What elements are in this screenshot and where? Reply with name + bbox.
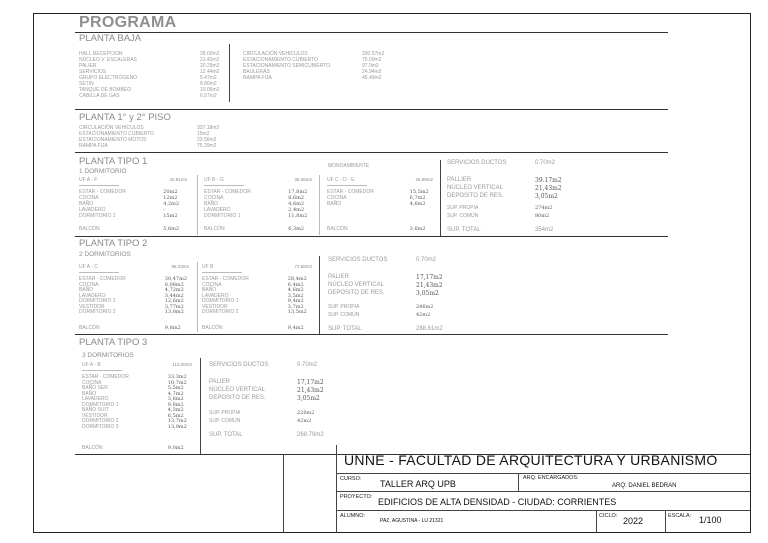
uf-underline <box>202 272 242 273</box>
tb-line-2 <box>336 491 751 492</box>
uf-underline <box>204 185 244 186</box>
program-item-value: 10.06m2 <box>200 87 220 93</box>
room-value: 3,7m2 <box>287 303 304 310</box>
program-item-label: CIRCULACIÓN VEHÍCULOS <box>243 51 308 57</box>
tb-line-1 <box>336 473 751 474</box>
program-item-label: PALIER <box>79 63 97 69</box>
sup-comun-value: 42m2 <box>297 418 312 424</box>
balcon-value: 9,8m2 <box>164 325 181 331</box>
room-value: 17,8m2 <box>288 189 308 195</box>
section-title-tipo-2: PLANTA TIPO 2 <box>79 238 148 249</box>
servicio-label: PALLIER <box>447 177 472 183</box>
ciclo-label: CICLO: <box>599 513 618 519</box>
servicio-value: 17,17m2 <box>416 274 443 281</box>
room-value: 3,6m2 <box>167 396 184 402</box>
servicio-value: 39.17m2 <box>535 177 562 184</box>
divider-t1-a <box>197 175 198 235</box>
sup-comun-value: 42m2 <box>416 312 431 318</box>
sup-total-value: 288.61m2 <box>416 326 443 332</box>
servicio-value: 3,05m2 <box>535 193 558 200</box>
room-label: DORMITORIO 1 <box>79 213 116 219</box>
program-item-label: CABILLA DE GAS <box>79 93 120 99</box>
room-value: 12m2 <box>163 195 178 201</box>
balcon-value: 6,3m2 <box>288 226 305 232</box>
tipo-2-servicios <box>328 257 458 334</box>
uf-total: 36.36m2 <box>294 177 312 182</box>
room-label: LAVADERO <box>79 292 106 299</box>
tb-vline-left <box>336 445 337 533</box>
room-label: DORMITORIO 1 <box>82 401 119 408</box>
program-item-label: RAMPA FIJA <box>79 143 108 149</box>
tipo-1-uf-b-g <box>204 177 312 233</box>
room-label: DORMITORIO 1 <box>202 298 239 304</box>
room-label: BAÑO <box>79 287 94 293</box>
room-label: ESTAR - COMEDOR <box>79 276 126 282</box>
program-item-value: 12.44m2 <box>200 69 220 75</box>
room-value: 4,72m2 <box>164 287 184 293</box>
room-value: 33,3m2 <box>167 374 187 380</box>
program-item-value: 5.47m2 <box>200 75 217 81</box>
uf-name: UF C - D - E <box>327 177 355 183</box>
program-item-value: 45.49m2 <box>362 75 382 81</box>
program-item-value: 21.43m2 <box>200 57 220 63</box>
tb-vline-curso <box>518 473 519 491</box>
balcon-value: 9,0m2 <box>167 445 184 451</box>
section-title-tipo-3: PLANTA TIPO 3 <box>79 337 148 348</box>
divider-pb <box>75 109 668 110</box>
program-item-label: GRUPO ELECTRÓGENO <box>79 75 138 81</box>
tipo-1-servicios <box>447 160 577 235</box>
servicio-label: NÚCLEO VERTICAL <box>447 185 503 191</box>
sup-total-label: SUP. TOTAL <box>328 326 362 332</box>
divider-t1 <box>75 236 668 237</box>
room-value: 3,44m2 <box>164 292 184 299</box>
program-item-label: RAMPA FIJA <box>243 75 272 81</box>
sup-propia-value: 274m2 <box>535 205 553 211</box>
sup-total-value: 354m2 <box>535 227 554 233</box>
divider-t2-a <box>197 262 198 332</box>
servicio-value: 21,43m2 <box>535 185 562 192</box>
program-item-value: 75.00m2 <box>362 57 382 63</box>
program-item-label: HALL RECEPCION <box>79 51 123 57</box>
room-label: VESTIDOR <box>82 412 108 419</box>
sup-comun-value: 80m2 <box>535 213 550 219</box>
program-item-value: 28.00m2 <box>200 51 220 57</box>
program-item-label: ESTACIONAMIENTO SEMICUBIERTO <box>243 63 331 69</box>
proyecto-label: PROYECTO: <box>340 494 373 500</box>
sup-total-label: SUP. TOTAL <box>447 227 481 233</box>
room-value: 3,5m2 <box>287 292 304 299</box>
uf-total: 73.68m2 <box>294 264 312 269</box>
uf-total: 42.81m2 <box>169 177 187 182</box>
balcon-value: 3,6m2 <box>409 226 426 232</box>
room-label: ESTAR - COMEDOR <box>204 189 251 195</box>
uf-underline <box>327 185 367 186</box>
sup-comun-label: SUP. COMÚN <box>209 418 241 424</box>
tipo-3-subtitle: 3 DORMITORIOS <box>82 352 134 359</box>
room-value: 3,77m2 <box>164 303 184 310</box>
room-value: 13,7m2 <box>167 418 187 424</box>
servicio-value: 21,43m2 <box>297 387 324 394</box>
section-title-planta-baja: PLANTA BAJA <box>79 33 142 44</box>
servicios-total: 0.70m2 <box>297 362 318 368</box>
alumno-value: PAZ, AGUSTINA - LU 21321 <box>380 518 444 524</box>
tipo-3-servicios <box>209 362 339 440</box>
escala-label: ESCALA: <box>668 513 692 519</box>
program-item-value: 23.56m2 <box>197 137 217 143</box>
divider-t2 <box>75 334 668 335</box>
sup-propia-value: 226m2 <box>297 410 315 416</box>
room-label: COCINA <box>327 195 347 201</box>
servicio-value: 3,05m2 <box>297 395 320 402</box>
program-item-value: 97.9m2 <box>362 63 379 69</box>
room-value: 10,7m2 <box>167 379 187 386</box>
servicio-label: PALIER <box>209 379 230 385</box>
room-label: LAVADERO <box>202 292 229 299</box>
divider-pb-cols <box>229 44 230 102</box>
uf-name: UF B <box>202 264 214 270</box>
alumno-label: ALUMNO: <box>340 513 366 519</box>
balcon-label: BALCÓN <box>82 445 103 451</box>
room-value: 15,5m2 <box>409 189 429 195</box>
room-label: ESTAR - COMEDOR <box>327 189 374 195</box>
servicios-title: SERVICIOS DUCTOS <box>209 362 269 368</box>
program-item-value: 8.86m2 <box>200 81 217 87</box>
room-label: BAÑO <box>79 201 94 207</box>
servicio-value: 3,05m2 <box>416 290 439 297</box>
room-value: 15m2 <box>163 213 178 219</box>
program-item-value: 6.57m2 <box>200 93 217 99</box>
sup-propia-label: SUP. PROPIA <box>209 410 241 416</box>
balcon-value: 5,6m2 <box>163 226 180 232</box>
program-item-value: 24.94m2 <box>362 69 382 75</box>
room-label: BAÑO <box>82 390 97 397</box>
room-value: 4,6m2 <box>287 287 304 293</box>
room-value: 9,8m2 <box>167 401 184 408</box>
divider-t3-a <box>200 358 201 454</box>
room-value: 6,5m2 <box>167 412 184 419</box>
balcon-label: BALCÓN <box>79 325 100 331</box>
program-item-label: BAULERAS <box>243 69 270 75</box>
room-value: 13,8m2 <box>164 309 184 315</box>
room-value: 4,3m2 <box>167 407 184 413</box>
program-item-label: TANQUE DE BOMBEO <box>79 87 132 93</box>
room-label: BAÑO <box>204 201 219 207</box>
room-value: 4,7m2 <box>167 390 184 397</box>
servicio-label: DEPOSITO DE RES. <box>209 395 266 401</box>
room-label: LAVADERO <box>82 396 109 402</box>
room-value: 8,08m2 <box>164 281 184 288</box>
sup-total-label: SUP. TOTAL <box>209 432 243 438</box>
room-label: DORMITORIO 2 <box>202 309 239 315</box>
tipo-2-subtitle: 2 DORMITORIOS <box>79 251 131 258</box>
servicios-title: SERVICIOS DUCTOS <box>447 160 507 166</box>
servicio-value: 17,17m2 <box>297 379 324 386</box>
sup-propia-value: 246m2 <box>416 304 434 310</box>
room-label: COCINA <box>82 379 102 386</box>
sup-propia-label: SUP. PROPIA <box>328 304 360 310</box>
curso-value: TALLER ARQ UPB <box>380 479 456 489</box>
servicios-total: 0.70m2 <box>535 160 556 166</box>
room-value: - <box>163 207 165 213</box>
sup-comun-label: SUP. COMÚN <box>447 213 479 219</box>
tipo-1-subtitle: 1 DORMITORIO <box>79 168 127 175</box>
room-label: DORMITORIO 2 <box>79 309 116 315</box>
balcon-label: BALCÓN <box>79 226 100 232</box>
room-label: BAÑO SER <box>82 385 108 391</box>
servicios-title: SERVICIOS DUCTOS <box>328 257 388 263</box>
uf-name: UF B - G <box>204 177 224 183</box>
uf-underline <box>79 185 119 186</box>
room-value: 13,5m2 <box>287 309 307 315</box>
room-value: 20m2 <box>163 189 178 195</box>
tipo-1-uf-a-f <box>79 177 187 233</box>
balcon-label: BALCÓN <box>327 226 348 232</box>
uf-total: 26.69m2 <box>415 177 433 182</box>
room-value: 12,6m2 <box>164 298 184 304</box>
tb-line-3 <box>336 510 751 511</box>
uf-underline <box>79 272 119 273</box>
room-value: 28,4m2 <box>287 276 307 282</box>
room-value: 4,6m2 <box>409 201 426 207</box>
room-label: BAÑO <box>327 201 342 207</box>
room-label: DORMITORIO 3 <box>82 423 119 430</box>
curso-label: CURSO: <box>340 476 362 482</box>
program-item-label: CIRCULACIÓN VEHÍCULOS <box>79 125 144 131</box>
ciclo-value: 2022 <box>623 516 644 526</box>
room-label: ESTAR - COMEDOR <box>79 189 126 195</box>
room-value: 13,9m2 <box>167 423 187 430</box>
uf-underline <box>82 370 122 371</box>
servicio-label: DEPOSITO DE RES. <box>328 290 385 296</box>
room-value: 2,4m2 <box>288 207 305 213</box>
tipo-3-uf-a-b <box>82 362 192 452</box>
sup-propia-label: SUP. PROPIA <box>447 205 479 211</box>
room-label: COCINA <box>204 195 224 201</box>
room-label: COCINA <box>79 281 99 288</box>
tipo-2-uf-a-c <box>79 264 189 332</box>
sup-comun-label: SUP. COMÚN <box>328 312 360 318</box>
monoambiente-label: MONOAMBIENTE <box>328 163 370 169</box>
program-item-label: SETIN <box>79 81 94 87</box>
program-item-value: 330.57m2 <box>362 51 385 57</box>
tb-vline-escala <box>665 510 666 533</box>
uf-name: UF A - F <box>79 177 98 183</box>
room-value: 9,4m2 <box>287 298 304 304</box>
arq-label: ARQ. ENCARGADOS: <box>523 475 579 481</box>
room-label: LAVADERO <box>79 207 106 213</box>
servicio-label: DEPOSITO DE RES. <box>447 193 504 199</box>
balcon-label: BALCÓN <box>204 226 225 232</box>
tb-vline-ciclo <box>596 510 597 533</box>
program-item-value: 15m2 <box>197 131 210 137</box>
room-label: COCINA <box>79 195 99 201</box>
room-value: 5,5m2 <box>167 385 184 391</box>
divider-t2-b <box>319 256 320 334</box>
program-item-label: ESTACIONAMIENTO MOTOS <box>79 137 147 143</box>
room-label: ESTAR - COMEDOR <box>202 276 249 282</box>
uf-total: 86.33m2 <box>171 264 189 269</box>
balcon-label: BALCÓN <box>202 325 223 331</box>
divider-t1-c <box>440 160 441 236</box>
divider-tb <box>283 454 284 533</box>
balcon-value: 9,4m2 <box>287 325 304 331</box>
program-item-value: 20.29m2 <box>200 63 220 69</box>
room-label: DORMITORIO 1 <box>204 213 241 219</box>
divider-p12 <box>75 152 668 153</box>
room-label: VESTIDOR <box>79 303 105 310</box>
escala-value: 1/100 <box>699 515 722 525</box>
room-value: 30,47m2 <box>164 276 188 282</box>
program-item-value: 337.18m2 <box>197 125 220 131</box>
room-label: BAÑO SUIT <box>82 407 109 413</box>
proyecto-value: EDIFICIOS DE ALTA DENSIDAD - CIUDAD: CORRIENTES <box>378 497 617 507</box>
room-label: VESTIDOR <box>202 303 228 310</box>
room-value: 4,6m2 <box>288 201 305 207</box>
room-label: DORMITORIO 2 <box>82 418 119 424</box>
tipo-1-uf-c-d-e <box>327 177 433 233</box>
room-value: 6,6m2 <box>288 195 305 201</box>
uf-total: 113.20m2 <box>172 362 192 367</box>
room-label: COCINA <box>202 281 222 288</box>
servicio-value: 21,43m2 <box>416 282 443 289</box>
arq-value: ARQ: DANIEL BEDRAN <box>612 483 677 489</box>
program-item-label: ESTACIONAMIENTO CUBIERTO <box>79 131 154 137</box>
program-item-label: ESTACIONAMIENTO CUBIERTO <box>243 57 318 63</box>
room-value: 6,7m2 <box>409 195 426 201</box>
uf-name: UF A - C <box>79 264 98 270</box>
program-item-value: 75.29m2 <box>197 143 217 149</box>
section-title-planta-1-2: PLANTA 1° y 2° PISO <box>79 112 171 123</box>
sup-total-value: 268.79m2 <box>297 432 324 438</box>
servicio-label: PALIER <box>328 274 349 280</box>
room-label: BAÑO <box>202 287 217 293</box>
room-value: 6,4m2 <box>287 281 304 288</box>
section-title-tipo-1: PLANTA TIPO 1 <box>79 156 148 167</box>
servicio-label: NÚCLEO VERTICAL <box>328 282 384 288</box>
tipo-2-uf-b <box>202 264 312 332</box>
room-label: LAVADERO <box>204 207 231 213</box>
program-item-label: NÚCLEO V. ESCALERAS <box>79 57 137 63</box>
institution-name: UNNE - FACULTAD DE ARQUITECTURA Y URBANISMO <box>344 452 718 468</box>
servicios-total: 0.70m2 <box>416 257 437 263</box>
divider-top <box>75 32 668 33</box>
divider-t1-b <box>319 175 320 235</box>
room-value: 4,2m2 <box>163 201 180 207</box>
program-item-label: SERVICIOS <box>79 69 107 75</box>
servicio-label: NÚCLEO VERTICAL <box>209 387 265 393</box>
room-value: 11,8m2 <box>288 213 308 219</box>
room-label: DORMITORIO 1 <box>79 298 116 304</box>
room-label: ESTAR - COMEDOR <box>82 374 129 380</box>
uf-name: UF A - B <box>82 362 101 368</box>
page-title: PROGRAMA <box>79 14 177 31</box>
